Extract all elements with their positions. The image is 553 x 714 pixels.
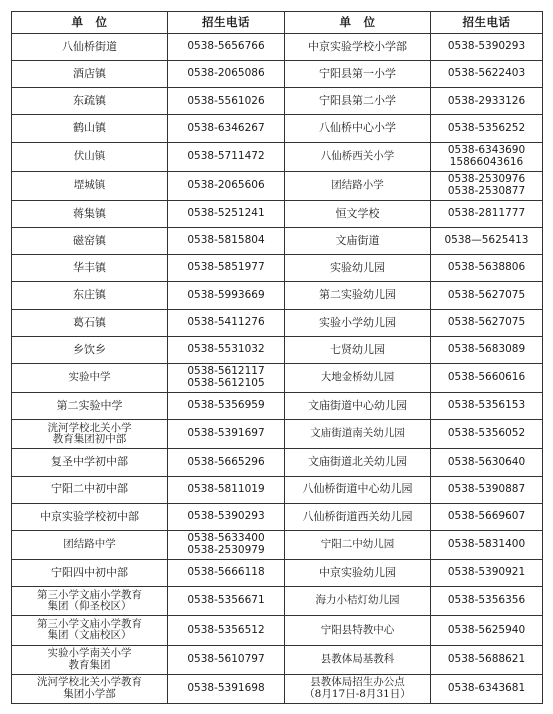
cell-text-line: 15866043616 [449, 155, 524, 168]
cell-text-line: 酒店镇 [73, 67, 106, 81]
cell-text-line: 0538-5993669 [187, 288, 265, 301]
cell-text-line: 第二实验幼儿园 [319, 288, 396, 302]
table-row [12, 200, 543, 227]
cell-text-line: 东疏镇 [73, 94, 106, 108]
cell-text-line: 集团（仰圣校区） [47, 600, 132, 613]
cell-unit-right [285, 61, 431, 88]
cell-text-line: 0538-2065606 [187, 179, 265, 191]
cell-unit-right [285, 503, 431, 530]
cell-unit-left [12, 503, 168, 530]
cell-phone-right [431, 645, 543, 674]
cell-text-line: 堽城镇 [73, 179, 106, 191]
cell-phone-left [168, 420, 285, 449]
cell-text-line: 0538-5390293 [447, 40, 526, 53]
cell-text-line: 县教体局基教科 [320, 652, 395, 665]
table-row [12, 530, 543, 559]
cell-text-line: 0538-5638806 [447, 261, 526, 274]
cell-text-line: 0538-5531032 [187, 342, 265, 355]
cell-phone-right [431, 393, 543, 420]
cell-unit-left [12, 674, 168, 703]
cell-text-line: 大地金桥幼儿园 [320, 371, 395, 384]
cell-phone-left [168, 476, 285, 503]
cell-text-line: 宁阳二中幼儿园 [320, 538, 395, 551]
cell-phone-right [431, 309, 543, 336]
cell-phone-left [168, 363, 285, 392]
cell-phone-left [168, 560, 285, 587]
cell-text-line: 0538-6343690 [447, 143, 526, 156]
cell-unit-right [285, 282, 431, 309]
cell-text-line: 0538-5622403 [447, 67, 526, 80]
cell-unit-right [285, 142, 431, 171]
cell-unit-right [285, 363, 431, 392]
cell-phone-right [431, 449, 543, 476]
cell-text-line: 复圣中学初中部 [51, 455, 128, 469]
cell-unit-left [12, 171, 168, 200]
table-row [12, 420, 543, 449]
cell-text-line: 0538-5688621 [447, 652, 526, 665]
cell-text-line: 0538-5610797 [187, 652, 265, 665]
cell-unit-left [12, 282, 168, 309]
cell-unit-right [285, 228, 431, 255]
cell-text-line: 0538-2065086 [187, 67, 265, 80]
cell-text-line: 0538-5391698 [187, 681, 265, 694]
cell-text-line: 0538-5625940 [447, 623, 526, 636]
cell-unit-right [285, 336, 431, 363]
cell-text-line: （8月17日-8月31日） [304, 687, 411, 700]
cell-unit-left [12, 616, 168, 645]
cell-phone-right [431, 34, 543, 61]
table-row [12, 674, 543, 703]
cell-text-line: 实验中学 [68, 371, 111, 384]
cell-phone-right [431, 530, 543, 559]
cell-unit-left [12, 449, 168, 476]
cell-phone-left [168, 115, 285, 142]
cell-phone-right [431, 200, 543, 227]
cell-text-line: 0538-5683089 [447, 342, 526, 355]
cell-text-line: 0538-2530976 [447, 173, 526, 186]
cell-text-line: 0538-5356252 [447, 121, 526, 134]
cell-text-line: 0538-5627075 [447, 315, 526, 328]
cell-phone-left [168, 449, 285, 476]
cell-text-line: 宁阳县第一小学 [319, 67, 396, 81]
table-row [12, 228, 543, 255]
cell-unit-left [12, 142, 168, 171]
cell-text-line: 0538-5627075 [447, 288, 526, 301]
cell-text-line: 0538-5356671 [187, 594, 265, 607]
cell-phone-left [168, 228, 285, 255]
cell-text-line: 八仙桥西关小学 [320, 149, 395, 162]
cell-text-line: 八仙桥街道中心幼儿园 [302, 482, 413, 496]
cell-text-line: 文庙街道 [335, 234, 380, 248]
cell-unit-left [12, 476, 168, 503]
cell-text-line: 县教体局招生办公点 [310, 676, 405, 689]
table-body [12, 34, 543, 704]
cell-text-line: 0538-5390887 [447, 482, 526, 495]
cell-text-line: 中京实验学校小学部 [308, 39, 407, 53]
cell-unit-right [285, 560, 431, 587]
cell-text-line: 0538-5711472 [187, 149, 265, 162]
cell-phone-left [168, 393, 285, 420]
cell-phone-right [431, 503, 543, 530]
cell-text-line: 0538-5612117 [187, 365, 265, 378]
cell-text-line: 宁阳县第二小学 [319, 94, 396, 108]
cell-text-line: 第三小学文庙小学教育 [37, 617, 142, 630]
cell-text-line: 文庙街道南关幼儿园 [310, 427, 405, 440]
cell-unit-left [12, 255, 168, 282]
cell-unit-left [12, 393, 168, 420]
cell-phone-right [431, 171, 543, 200]
cell-text-line: 乡饮乡 [73, 342, 106, 356]
cell-text-line: 0538-5660616 [447, 371, 526, 384]
cell-text-line: 0538-5356153 [447, 399, 526, 412]
cell-unit-right [285, 420, 431, 449]
cell-text-line: 0538-2530979 [187, 543, 265, 556]
cell-text-line: 东庄镇 [73, 288, 106, 302]
cell-unit-right [285, 587, 431, 616]
cell-text-line: 0538-5612105 [187, 376, 265, 389]
cell-phone-left [168, 530, 285, 559]
cell-unit-left [12, 88, 168, 115]
cell-unit-right [285, 393, 431, 420]
table-row [12, 476, 543, 503]
cell-phone-left [168, 255, 285, 282]
cell-text-line: 宁阳四中初中部 [51, 565, 128, 579]
cell-text-line: 中京实验学校初中部 [40, 509, 139, 523]
cell-text-line: 0538-5831400 [447, 538, 526, 551]
cell-text-line: 宁阳二中初中部 [51, 482, 128, 496]
cell-phone-left [168, 503, 285, 530]
cell-unit-right [285, 88, 431, 115]
cell-unit-right [285, 255, 431, 282]
cell-phone-left [168, 616, 285, 645]
cell-text-line: 0538-5656766 [187, 40, 265, 53]
cell-unit-left [12, 363, 168, 392]
cell-text-line: 0538-5669607 [447, 509, 526, 522]
table-row [12, 309, 543, 336]
cell-text-line: 中京实验幼儿园 [319, 565, 396, 579]
cell-text-line: 伏山镇 [73, 149, 106, 162]
cell-unit-left [12, 530, 168, 559]
cell-phone-right [431, 336, 543, 363]
cell-phone-right [431, 228, 543, 255]
table-row [12, 255, 543, 282]
cell-text-line: 第三小学文庙小学教育 [37, 588, 142, 601]
cell-text-line: 0538-6343681 [447, 681, 526, 694]
cell-phone-left [168, 282, 285, 309]
cell-phone-left [168, 200, 285, 227]
cell-text-line: 0538-5251241 [187, 207, 265, 220]
header-unit-left: 单 位 [12, 12, 168, 34]
cell-unit-left [12, 420, 168, 449]
table-row [12, 61, 543, 88]
cell-unit-left [12, 309, 168, 336]
cell-unit-right [285, 530, 431, 559]
cell-text-line: 0538-5390293 [187, 509, 265, 522]
cell-unit-left [12, 587, 168, 616]
cell-phone-right [431, 363, 543, 392]
cell-text-line: 蒋集镇 [73, 206, 106, 220]
table-row [12, 363, 543, 392]
cell-phone-right [431, 115, 543, 142]
cell-text-line: 0538-5356052 [447, 427, 526, 440]
cell-phone-right [431, 560, 543, 587]
cell-text-line: 0538-5851977 [187, 261, 265, 274]
cell-unit-left [12, 61, 168, 88]
cell-text-line: 八仙桥街道西关幼儿园 [302, 509, 413, 523]
cell-unit-right [285, 34, 431, 61]
cell-unit-left [12, 560, 168, 587]
cell-unit-left [12, 228, 168, 255]
table-row [12, 282, 543, 309]
cell-text-line: 鹤山镇 [73, 121, 106, 135]
cell-phone-right [431, 142, 543, 171]
cell-unit-right [285, 674, 431, 703]
cell-phone-left [168, 61, 285, 88]
cell-phone-right [431, 420, 543, 449]
cell-unit-left [12, 645, 168, 674]
cell-phone-right [431, 674, 543, 703]
cell-text-line: 八仙桥街道 [62, 39, 117, 53]
cell-phone-right [431, 476, 543, 503]
cell-phone-left [168, 587, 285, 616]
cell-text-line: 0538-5356512 [187, 623, 265, 636]
cell-text-line: 八仙桥中心小学 [319, 121, 396, 135]
enrollment-contact-table [11, 11, 543, 704]
cell-text-line: 实验幼儿园 [330, 261, 385, 275]
cell-text-line: 教育集团 [68, 658, 111, 671]
cell-text-line: 团结路中学 [63, 538, 116, 551]
table-row [12, 171, 543, 200]
cell-phone-left [168, 171, 285, 200]
cell-unit-right [285, 616, 431, 645]
table-row [12, 616, 543, 645]
table-row [12, 34, 543, 61]
table-row [12, 393, 543, 420]
cell-phone-left [168, 336, 285, 363]
table-row [12, 587, 543, 616]
table-row [12, 142, 543, 171]
table-row [12, 336, 543, 363]
cell-phone-left [168, 142, 285, 171]
cell-text-line: 0538-5811019 [187, 482, 265, 495]
cell-text-line: 团结路小学 [331, 179, 384, 191]
cell-unit-right [285, 115, 431, 142]
header-phone-right: 招生电话 [431, 12, 543, 34]
cell-text-line: 实验小学幼儿园 [319, 315, 396, 329]
table-row [12, 449, 543, 476]
cell-phone-left [168, 309, 285, 336]
cell-text-line: 0538-5391697 [187, 427, 265, 440]
cell-text-line: 0538-5633400 [187, 532, 265, 545]
header-phone-left: 招生电话 [168, 12, 285, 34]
cell-text-line: 恒文学校 [335, 206, 380, 220]
cell-text-line: 0538—5625413 [444, 234, 529, 247]
table-header-row [12, 12, 543, 34]
cell-text-line: 海力小桔灯幼儿园 [315, 594, 400, 607]
cell-text-line: 0538-2933126 [447, 94, 526, 107]
cell-text-line: 0538-5356356 [447, 594, 526, 607]
cell-text-line: 文庙街道中心幼儿园 [308, 399, 407, 412]
cell-text-line: 0538-5630640 [447, 455, 526, 468]
cell-phone-right [431, 255, 543, 282]
table-row [12, 88, 543, 115]
cell-text-line: 磁窑镇 [73, 234, 106, 248]
cell-unit-left [12, 336, 168, 363]
cell-text-line: 七贤幼儿园 [330, 342, 385, 356]
cell-unit-right [285, 476, 431, 503]
cell-text-line: 教育集团初中部 [52, 433, 127, 446]
cell-text-line: 0538-5561026 [187, 94, 265, 107]
cell-unit-left [12, 115, 168, 142]
cell-text-line: 0538-6346267 [187, 121, 265, 134]
cell-text-line: 0538-5390921 [447, 566, 526, 579]
table-row [12, 115, 543, 142]
cell-text-line: 集团（文庙校区） [47, 629, 132, 642]
cell-text-line: 0538-5356959 [187, 399, 265, 412]
cell-text-line: 0538-2811777 [447, 207, 526, 220]
cell-text-line: 文庙街道北关幼儿园 [308, 455, 407, 469]
cell-text-line: 0538-5815804 [187, 234, 265, 247]
cell-unit-right [285, 171, 431, 200]
cell-unit-left [12, 34, 168, 61]
header-unit-right: 单 位 [285, 12, 431, 34]
cell-text-line: 集团小学部 [63, 687, 116, 700]
cell-text-line: 宁阳县特教中心 [320, 623, 395, 636]
cell-phone-left [168, 34, 285, 61]
table-row [12, 503, 543, 530]
cell-unit-right [285, 449, 431, 476]
cell-unit-left [12, 200, 168, 227]
cell-phone-left [168, 674, 285, 703]
cell-text-line: 葛石镇 [73, 315, 106, 329]
cell-text-line: 实验小学南关小学 [47, 646, 132, 659]
cell-phone-right [431, 282, 543, 309]
enrollment-contact-table-container [11, 11, 542, 704]
table-row [12, 645, 543, 674]
table-row [12, 560, 543, 587]
cell-text-line: 0538-5666118 [187, 566, 265, 579]
cell-phone-right [431, 88, 543, 115]
cell-phone-right [431, 587, 543, 616]
cell-text-line: 洸河学校北关小学 [47, 421, 132, 434]
cell-phone-left [168, 88, 285, 115]
cell-unit-right [285, 645, 431, 674]
cell-text-line: 0538-5665296 [187, 455, 265, 468]
cell-text-line: 0538-2530877 [447, 184, 526, 197]
cell-phone-left [168, 645, 285, 674]
cell-text-line: 第二实验中学 [56, 399, 123, 412]
cell-phone-right [431, 61, 543, 88]
cell-unit-right [285, 200, 431, 227]
cell-text-line: 洸河学校北关小学教育 [37, 676, 142, 689]
cell-text-line: 0538-5411276 [187, 315, 265, 328]
cell-text-line: 华丰镇 [73, 261, 106, 275]
cell-phone-right [431, 616, 543, 645]
cell-unit-right [285, 309, 431, 336]
